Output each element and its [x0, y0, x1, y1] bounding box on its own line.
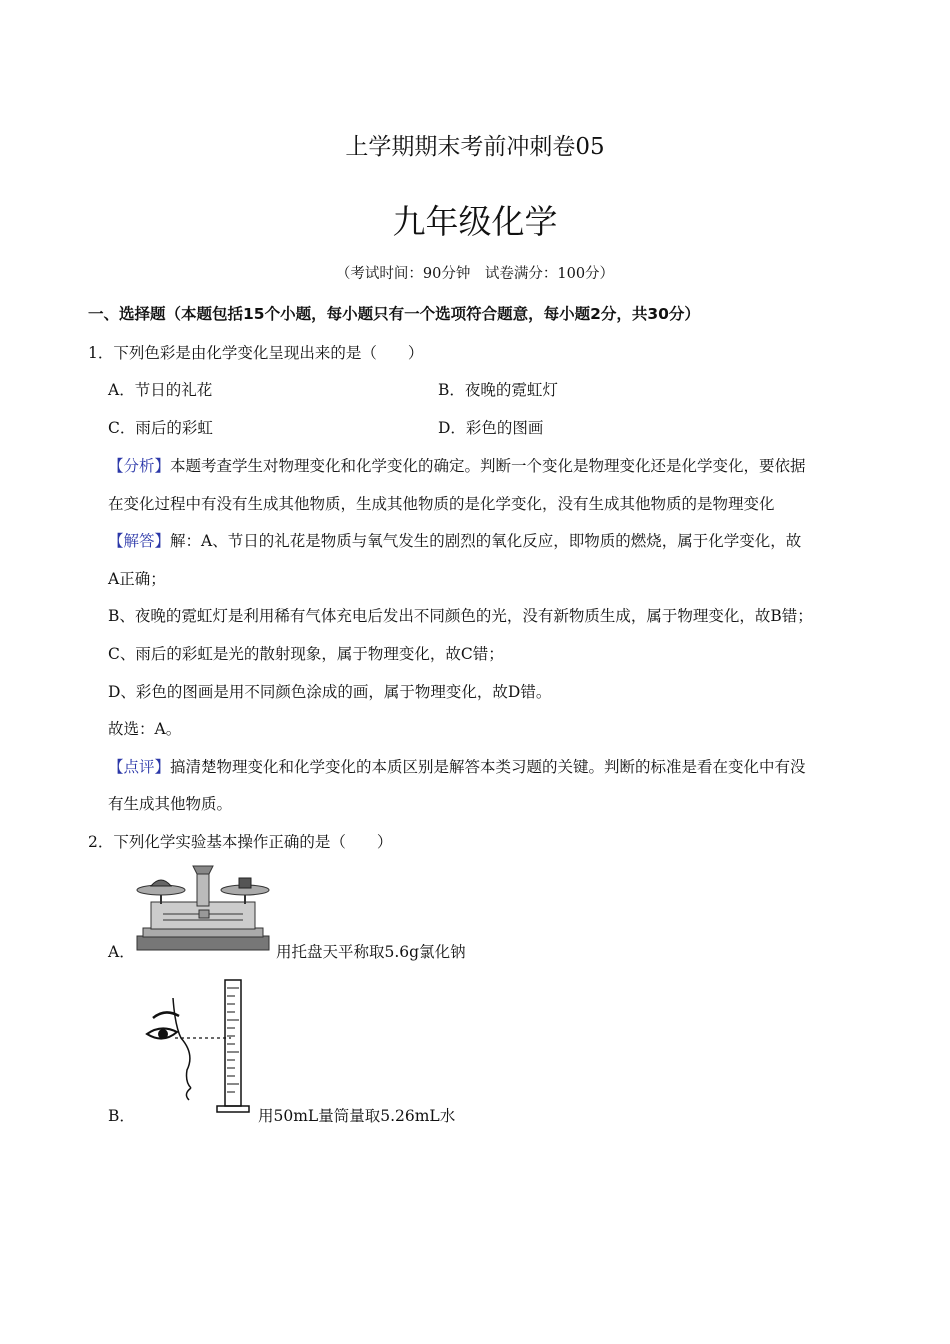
q1-option-d: D．彩色的图画 — [438, 419, 544, 437]
page-title: 九年级化学 — [392, 202, 558, 241]
q2-option-b-text: 用50mL量筒量取5.26mL水 — [258, 1107, 456, 1125]
question-1-stem: 1．下列色彩是由化学变化呈现出来的是（ ） — [88, 344, 424, 362]
q1-option-a: A．节日的礼花 — [108, 381, 213, 399]
answer-line-1: 【解答】解：A、节日的礼花是物质与氧气发生的剧烈的氧化反应，即物质的燃烧，属于化学变化，故 — [108, 532, 802, 550]
q1-option-b: B．夜晚的霓虹灯 — [438, 381, 558, 399]
exam-info: （考试时间：90分钟 试卷满分：100分） — [335, 266, 615, 282]
comment-line-2: 有生成其他物质。 — [108, 795, 233, 813]
answer-line-3: B、夜晚的霓虹灯是利用稀有气体充电后发出不同颜色的光，没有新物质生成，属于物理变化，故B错； — [108, 607, 813, 625]
analysis-label: 【分析】 — [108, 457, 171, 475]
graduated-cylinder-illustration — [135, 976, 260, 1116]
q1-option-c: C．雨后的彩虹 — [108, 419, 213, 437]
page-subtitle: 上学期期末考前冲刺卷05 — [345, 134, 605, 160]
section-heading: 一、选择题（本题包括15个小题，每小题只有一个选项符合题意，每小题2分，共30分） — [88, 305, 700, 323]
answer-label: 【解答】 — [108, 532, 171, 550]
q2-option-a-prefix: A． — [108, 943, 135, 961]
comment-line-1: 【点评】搞清楚物理变化和化学变化的本质区别是解答本类习题的关键。判断的标准是看在变化中有没 — [108, 758, 806, 776]
answer-line-4: C、雨后的彩虹是光的散射现象，属于物理变化，故C错； — [108, 645, 504, 663]
q2-option-b-prefix: B． — [108, 1107, 135, 1125]
question-2-stem: 2．下列化学实验基本操作正确的是（ ） — [88, 833, 393, 851]
analysis-line-1: 【分析】本题考查学生对物理变化和化学变化的确定。判断一个变化是物理变化还是化学变化，要依据 — [108, 457, 806, 475]
answer-line-6: 故选：A。 — [108, 720, 182, 738]
analysis-line-2: 在变化过程中有没有生成其他物质，生成其他物质的是化学变化，没有生成其他物质的是物理变化 — [108, 495, 775, 513]
q2-option-a-text: 用托盘天平称取5.6g氯化钠 — [276, 943, 466, 961]
comment-label: 【点评】 — [108, 758, 171, 776]
balance-scale-illustration — [133, 862, 273, 954]
answer-line-5: D、彩色的图画是用不同颜色涂成的画，属于物理变化，故D错。 — [108, 683, 552, 701]
answer-line-2: A正确； — [108, 570, 166, 588]
